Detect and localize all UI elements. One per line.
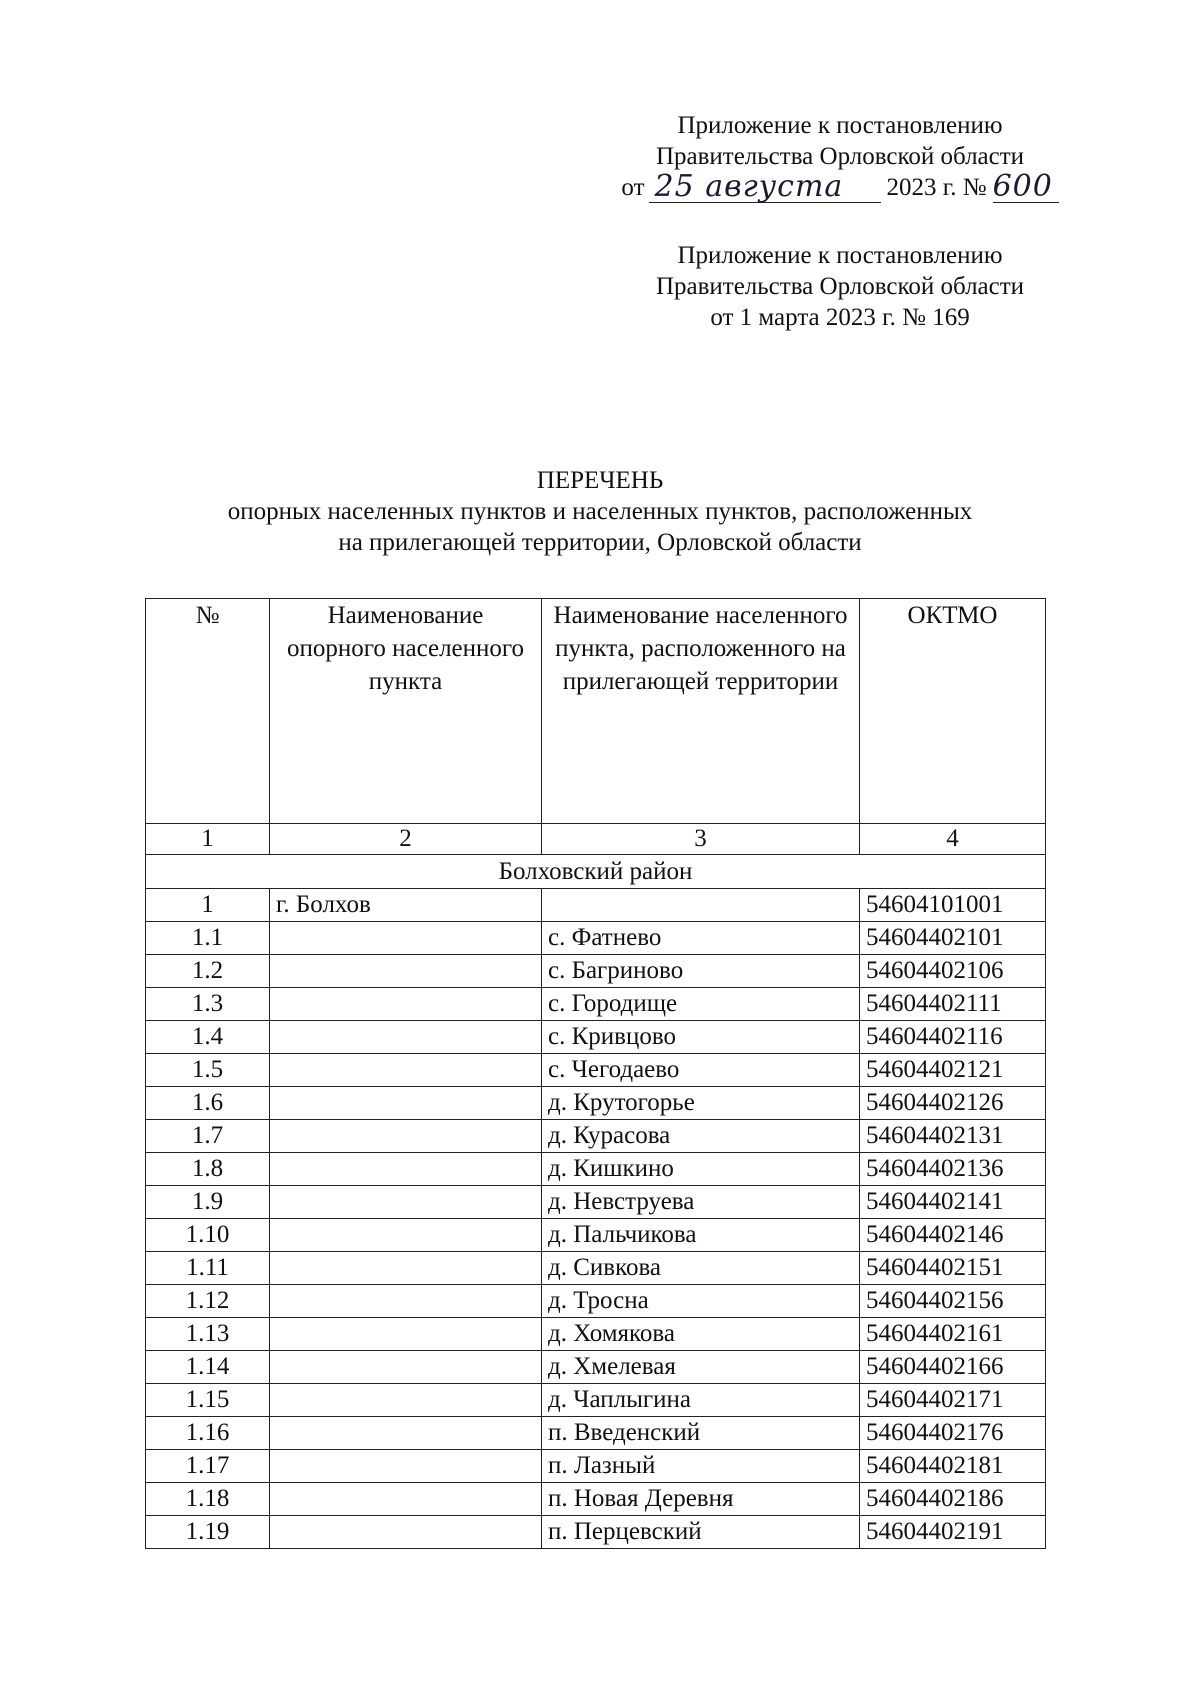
table-row bbox=[146, 1318, 1046, 1351]
table-row bbox=[146, 1384, 1046, 1417]
table-row bbox=[146, 1186, 1046, 1219]
row-number: 1.14 bbox=[146, 1351, 270, 1384]
handwritten-number: 600 bbox=[993, 172, 1059, 203]
row-number: 1.1 bbox=[146, 922, 270, 955]
row-number: 1.10 bbox=[146, 1219, 270, 1252]
column-number: 1 bbox=[146, 824, 270, 855]
table-row bbox=[146, 889, 1046, 922]
row-number: 1.15 bbox=[146, 1384, 270, 1417]
row-number: 1.4 bbox=[146, 1021, 270, 1054]
row-settlement-name: п. Перцевский bbox=[542, 1516, 860, 1549]
row-number: 1.13 bbox=[146, 1318, 270, 1351]
table-row bbox=[146, 1417, 1046, 1450]
row-number: 1.6 bbox=[146, 1087, 270, 1120]
row-oktmo: 54604402176 bbox=[860, 1417, 1046, 1450]
row-hub-name bbox=[270, 1450, 542, 1483]
row-settlement-name: д. Крутогорье bbox=[542, 1087, 860, 1120]
row-hub-name bbox=[270, 1087, 542, 1120]
row-hub-name bbox=[270, 1351, 542, 1384]
handwritten-date: 25 августа bbox=[649, 172, 881, 203]
row-settlement-name: с. Фатнево bbox=[542, 922, 860, 955]
row-settlement-name: д. Курасова bbox=[542, 1120, 860, 1153]
table-row bbox=[146, 1021, 1046, 1054]
document-title bbox=[150, 465, 1050, 558]
row-oktmo: 54604402181 bbox=[860, 1450, 1046, 1483]
row-oktmo: 54604402151 bbox=[860, 1252, 1046, 1285]
table-body bbox=[146, 889, 1046, 1549]
district-row bbox=[146, 855, 1046, 889]
row-oktmo: 54604402126 bbox=[860, 1087, 1046, 1120]
row-hub-name: г. Болхов bbox=[270, 889, 542, 922]
title-line2: опорных населенных пунктов и населенных пунктов, расположенных bbox=[227, 498, 973, 525]
row-settlement-name: п. Лазный bbox=[542, 1450, 860, 1483]
settlements-table bbox=[145, 598, 1046, 1549]
column-number-row bbox=[146, 824, 1046, 855]
row-number: 1.17 bbox=[146, 1450, 270, 1483]
row-oktmo: 54604402116 bbox=[860, 1021, 1046, 1054]
table-row bbox=[146, 922, 1046, 955]
row-oktmo: 54604402161 bbox=[860, 1318, 1046, 1351]
table-row bbox=[146, 1483, 1046, 1516]
row-hub-name bbox=[270, 988, 542, 1021]
row-settlement-name: д. Тросна bbox=[542, 1285, 860, 1318]
header-oktmo: ОКТМО bbox=[860, 599, 1046, 824]
original-header bbox=[600, 240, 1080, 333]
title-line1: ПЕРЕЧЕНЬ bbox=[536, 467, 664, 494]
row-oktmo: 54604402156 bbox=[860, 1285, 1046, 1318]
original-header-line2: Правительства Орловской области bbox=[655, 273, 1025, 300]
header-hub-name: Наименование опорного населенного пункта bbox=[270, 599, 542, 824]
row-number: 1.9 bbox=[146, 1186, 270, 1219]
table-row bbox=[146, 1285, 1046, 1318]
column-number: 4 bbox=[860, 824, 1046, 855]
row-number: 1.16 bbox=[146, 1417, 270, 1450]
row-hub-name bbox=[270, 1054, 542, 1087]
row-oktmo: 54604402136 bbox=[860, 1153, 1046, 1186]
row-settlement-name: д. Хмелевая bbox=[542, 1351, 860, 1384]
original-header-line1: Приложение к постановлению bbox=[677, 242, 1003, 269]
row-settlement-name: с. Багриново bbox=[542, 955, 860, 988]
row-oktmo: 54604402101 bbox=[860, 922, 1046, 955]
row-number: 1.2 bbox=[146, 955, 270, 988]
row-oktmo: 54604402121 bbox=[860, 1054, 1046, 1087]
table-row bbox=[146, 1087, 1046, 1120]
row-hub-name bbox=[270, 1120, 542, 1153]
row-hub-name bbox=[270, 1285, 542, 1318]
amendment-header bbox=[600, 110, 1080, 203]
row-oktmo: 54604402141 bbox=[860, 1186, 1046, 1219]
row-settlement-name: д. Невструева bbox=[542, 1186, 860, 1219]
row-oktmo: 54604402186 bbox=[860, 1483, 1046, 1516]
row-settlement-name bbox=[542, 889, 860, 922]
table-row bbox=[146, 1219, 1046, 1252]
row-hub-name bbox=[270, 1186, 542, 1219]
amendment-header-line2: Правительства Орловской области bbox=[655, 143, 1025, 170]
district-name: Болховский район bbox=[146, 855, 1046, 889]
row-hub-name bbox=[270, 1384, 542, 1417]
original-header-line3: от 1 марта 2023 г. № 169 bbox=[710, 304, 970, 331]
row-oktmo: 54604402166 bbox=[860, 1351, 1046, 1384]
date-prefix: от bbox=[621, 174, 645, 201]
row-oktmo: 54604402171 bbox=[860, 1384, 1046, 1417]
row-oktmo: 54604101001 bbox=[860, 889, 1046, 922]
row-number: 1.7 bbox=[146, 1120, 270, 1153]
row-hub-name bbox=[270, 955, 542, 988]
year-label: 2023 г. № bbox=[886, 174, 987, 201]
row-number: 1.3 bbox=[146, 988, 270, 1021]
column-number: 2 bbox=[270, 824, 542, 855]
row-oktmo: 54604402111 bbox=[860, 988, 1046, 1021]
table-row bbox=[146, 1351, 1046, 1384]
table-row bbox=[146, 1120, 1046, 1153]
row-settlement-name: п. Введенский bbox=[542, 1417, 860, 1450]
row-hub-name bbox=[270, 1417, 542, 1450]
row-number: 1.12 bbox=[146, 1285, 270, 1318]
header-number: № bbox=[146, 599, 270, 824]
row-hub-name bbox=[270, 1483, 542, 1516]
row-hub-name bbox=[270, 1318, 542, 1351]
row-settlement-name: д. Чаплыгина bbox=[542, 1384, 860, 1417]
row-number: 1 bbox=[146, 889, 270, 922]
row-number: 1.11 bbox=[146, 1252, 270, 1285]
row-hub-name bbox=[270, 1252, 542, 1285]
row-number: 1.18 bbox=[146, 1483, 270, 1516]
table-row bbox=[146, 1450, 1046, 1483]
column-number: 3 bbox=[542, 824, 860, 855]
table-row bbox=[146, 988, 1046, 1021]
row-hub-name bbox=[270, 1219, 542, 1252]
row-settlement-name: д. Хомякова bbox=[542, 1318, 860, 1351]
row-oktmo: 54604402146 bbox=[860, 1219, 1046, 1252]
row-oktmo: 54604402106 bbox=[860, 955, 1046, 988]
row-number: 1.8 bbox=[146, 1153, 270, 1186]
table-row bbox=[146, 955, 1046, 988]
row-oktmo: 54604402131 bbox=[860, 1120, 1046, 1153]
title-line3: на прилегающей территории, Орловской области bbox=[338, 529, 862, 556]
row-number: 1.5 bbox=[146, 1054, 270, 1087]
row-settlement-name: с. Городище bbox=[542, 988, 860, 1021]
header-settlement-name: Наименование населенного пункта, расположенного на прилегающей территории bbox=[542, 599, 860, 824]
row-settlement-name: д. Пальчикова bbox=[542, 1219, 860, 1252]
row-settlement-name: д. Кишкино bbox=[542, 1153, 860, 1186]
row-hub-name bbox=[270, 1153, 542, 1186]
row-settlement-name: с. Кривцово bbox=[542, 1021, 860, 1054]
table-row bbox=[146, 1252, 1046, 1285]
table-header-row bbox=[146, 599, 1046, 824]
amendment-header-line1: Приложение к постановлению bbox=[677, 112, 1003, 139]
row-oktmo: 54604402191 bbox=[860, 1516, 1046, 1549]
row-settlement-name: п. Новая Деревня bbox=[542, 1483, 860, 1516]
row-hub-name bbox=[270, 922, 542, 955]
row-hub-name bbox=[270, 1021, 542, 1054]
row-hub-name bbox=[270, 1516, 542, 1549]
row-settlement-name: с. Чегодаево bbox=[542, 1054, 860, 1087]
table-row bbox=[146, 1153, 1046, 1186]
row-settlement-name: д. Сивкова bbox=[542, 1252, 860, 1285]
table-row bbox=[146, 1054, 1046, 1087]
table-row bbox=[146, 1516, 1046, 1549]
row-number: 1.19 bbox=[146, 1516, 270, 1549]
amendment-date-line bbox=[600, 169, 1080, 204]
